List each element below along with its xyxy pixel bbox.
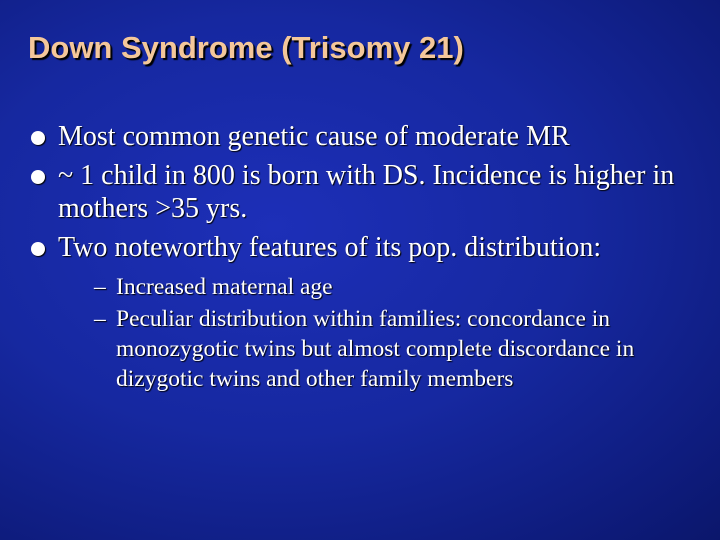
- slide-title: Down Syndrome (Trisomy 21): [28, 30, 464, 65]
- bullet-text: Most common genetic cause of moderate MR: [58, 121, 570, 152]
- bullet-text: ~ 1 child in 800 is born with DS. Incidence is higher in mothers >35 yrs.: [58, 160, 675, 224]
- dash-marker: –: [94, 306, 106, 332]
- bullet-item: [30, 231, 700, 394]
- bullet-text: Two noteworthy features of its pop. distribution:: [58, 232, 602, 263]
- sub-bullet-text: Increased maternal age: [116, 274, 333, 300]
- sub-bullet-text: Peculiar distribution within families: concordance in monozygotic twins but almost complete discordance in dizygotic twins and other family members: [116, 306, 635, 392]
- bullet-item: [30, 120, 700, 153]
- sub-bullet-item: [94, 304, 700, 394]
- dash-marker: –: [94, 274, 106, 300]
- bullet-list: [30, 120, 700, 400]
- bullet-item: [30, 159, 700, 225]
- bullet-dot-icon: [31, 170, 45, 184]
- bullet-dot-icon: [31, 242, 45, 256]
- bullet-dot-icon: [31, 131, 45, 145]
- sub-bullet-list: [58, 272, 700, 394]
- sub-bullet-item: [94, 272, 700, 302]
